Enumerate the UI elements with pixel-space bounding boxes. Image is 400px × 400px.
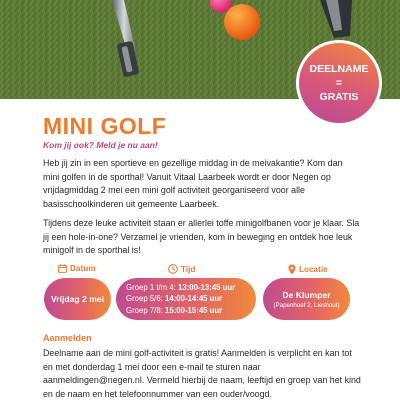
time-row — [126, 293, 222, 304]
location-label — [288, 264, 328, 275]
date-label — [58, 264, 95, 273]
signup-heading: Aanmelden — [43, 333, 92, 343]
date-value: Vrijdag 2 mei — [50, 294, 105, 304]
location-name: De Klumper — [282, 289, 331, 300]
date-label-text: Datum — [70, 264, 96, 273]
signup-paragraph: Deelname aan de mini golf-activiteit is gratis! Aanmelden is verplicht en kan tot en met donderdag 1 mei door een e-mail te sturen naar aanmeldingen@negen.nl. Vermeld hierbij de naam, leeftijd en groep van het kind en de naam en het telefoonnummer van een ouder/voogd. — [43, 348, 361, 399]
time-row — [126, 305, 222, 316]
badge-line-3: GRATIS — [319, 91, 359, 103]
location-address: (Papenhoef 2, Lieshout) — [273, 301, 340, 309]
calendar-icon — [58, 264, 67, 273]
location-pill — [263, 278, 350, 320]
map-pin-icon — [288, 264, 296, 275]
time-label — [168, 264, 195, 274]
time-row-group: Groep 5/6: — [126, 294, 166, 304]
clock-icon — [168, 264, 178, 274]
time-row-group: Groep 7/8: — [126, 305, 166, 315]
page-subtitle: Kom jij ook? Meld je nu aan! — [43, 140, 158, 150]
time-row-group: Groep 1 t/m 4: — [126, 283, 179, 293]
time-row — [126, 282, 235, 293]
badge-line-2: = — [335, 77, 343, 89]
location-label-text: Locatie — [299, 265, 328, 274]
time-row-time: 15:00-15:45 uur — [165, 305, 223, 315]
time-row-time: 14:00-14:45 uur — [165, 294, 223, 304]
details-paragraph: Tijdens deze leuke activiteit staan er allerlei toffe minigolfbanen voor je klaar. Sla jij een hole-in-one? Verzamel je vrienden, kom in beweging en ontdek hoe leuk minigolf in de sporthal is! — [43, 218, 360, 256]
time-pill — [116, 278, 256, 320]
badge-line-1: DEELNAME — [309, 63, 369, 75]
free-participation-badge — [296, 40, 382, 126]
date-pill — [44, 278, 111, 320]
intro-paragraph: Heb jij zin in een sportieve en gezellige middag in de meivakantie? Kom dan mini golfen in de sporthal! Vanuit Vitaal Laarbeek wordt er door Negen op vrijdagmiddag 2 mei een mini golf activiteit georganiseerd voor alle basisschoolkinderen uit gemeente Laarbeek. — [43, 158, 343, 209]
page-title: MINI GOLF — [43, 113, 167, 139]
time-row-time: 13:00-13:45 uur — [178, 283, 236, 293]
time-label-text: Tijd — [181, 264, 196, 274]
